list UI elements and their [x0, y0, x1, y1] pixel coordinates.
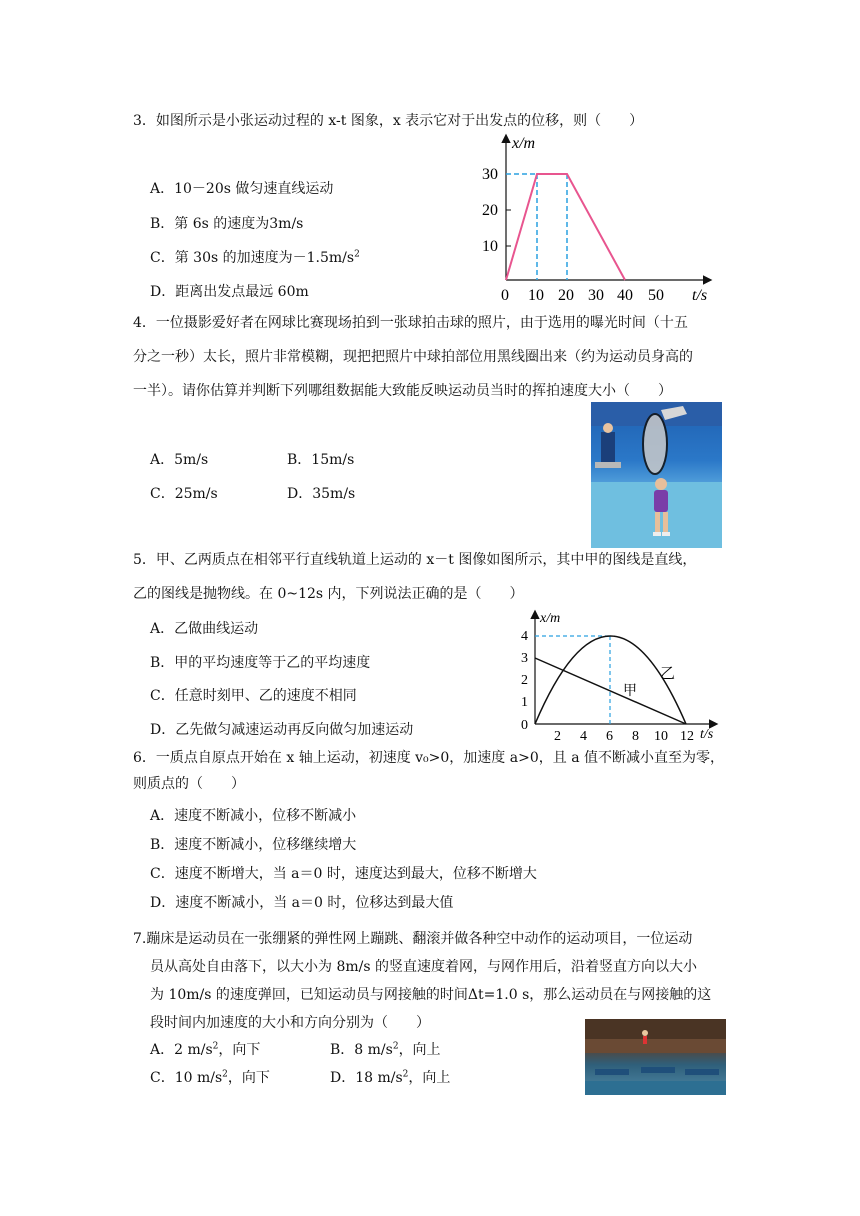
q7-option-c-direction: ，向下 [227, 1070, 270, 1086]
q3-option-b: B．第 6s 的速度为3m/s [150, 216, 304, 232]
q5-option-c: C．任意时刻甲、乙的速度不相同 [150, 688, 357, 704]
q6-option-c: C．速度不断增大，当 a＝0 时，速度达到最大，位移不断增大 [150, 866, 537, 882]
g1-xlabel: t/s [692, 287, 708, 304]
q7-stem-line-2: 员从高处自由落下，以大小为 8m/s 的竖直速度着网，与网作用后，沿着竖直方向以大小 [150, 959, 697, 975]
q7-option-c-exponent: 2 [222, 1069, 228, 1080]
q7-option-b [330, 1039, 441, 1061]
g2-xtick-10: 10 [654, 729, 668, 744]
q5-stem-line-2: 乙的图线是抛物线。在 0~12s 内，下列说法正确的是（ ） [133, 586, 524, 602]
q4-stem-line-1: 4．一位摄影爱好者在网球比赛现场拍到一张球拍击球的照片，由于选用的曝光时间（十五 [133, 315, 688, 331]
q7-option-d-text: D．18 m/s [330, 1070, 403, 1086]
q7-option-b-direction: ，向上 [398, 1042, 441, 1058]
g1-xtick-10: 10 [528, 287, 544, 304]
q3-option-c [150, 247, 360, 269]
g1-ylabel: x/m [512, 135, 536, 152]
q7-option-d-direction: ，向上 [408, 1070, 451, 1086]
q4-stem-line-2: 分之一秒）太长，照片非常模糊，现把把照片中球拍部位用黑线圈出来（约为运动员身高的 [133, 349, 693, 365]
tennis-photo [591, 402, 722, 548]
q5-stem-line-1: 5．甲、乙两质点在相邻平行直线轨道上运动的 x－t 图像如图所示，其中甲的图线是直线， [133, 552, 697, 568]
q4-option-b: B．15m/s [287, 452, 355, 468]
g1-xtick-0: 0 [501, 287, 509, 304]
q6-stem-line-2: 则质点的（ ） [133, 776, 245, 792]
q7-option-b-text: B．8 m/s [330, 1042, 393, 1058]
q6-option-b: B．速度不断减小，位移继续增大 [150, 837, 357, 853]
q3-option-c-text: C．第 30s 的加速度为－1.5m/s [150, 250, 355, 266]
g2-xtick-2: 2 [554, 729, 561, 744]
g2-ytick-2: 2 [521, 673, 528, 688]
q7-option-a-exponent: 2 [212, 1041, 219, 1052]
g1-xtick-20: 20 [558, 287, 574, 304]
q6-option-a: A．速度不断减小，位移不断减小 [150, 808, 357, 824]
g2-ytick-0: 0 [521, 718, 528, 733]
q4-stem-line-3: 一半）。请你估算并判断下列哪组数据能大致能反映运动员当时的挥拍速度大小（ ） [133, 383, 672, 399]
q7-option-d-exponent: 2 [402, 1069, 409, 1080]
q4-option-d: D．35m/s [287, 486, 356, 502]
q7-option-a [150, 1039, 260, 1061]
g2-label-jia: 甲 [623, 684, 637, 699]
g1-xtick-50: 50 [648, 287, 664, 304]
q7-option-c [150, 1067, 270, 1089]
g1-ytick-30: 30 [482, 166, 498, 183]
g2-ytick-3: 3 [521, 651, 528, 666]
q7-option-d [330, 1067, 450, 1089]
q6-stem-line-1: 6．一质点自原点开始在 x 轴上运动，初速度 v₀>0，加速度 a>0，且 a 值不断减小直至为零， [133, 750, 724, 766]
q3-stem: 3．如图所示是小张运动过程的 x-t 图象，x 表示它对于出发点的位移，则（ ） [133, 113, 644, 129]
g2-xlabel: t/s [700, 727, 714, 742]
g1-series-line [506, 174, 625, 280]
g2-ytick-4: 4 [521, 629, 528, 644]
q7-option-b-exponent: 2 [392, 1041, 399, 1052]
q3-option-d: D．距离出发点最远 60m [150, 284, 309, 300]
trampoline-photo [585, 1019, 726, 1095]
q7-option-a-text: A．2 m/s [150, 1042, 213, 1058]
g2-ylabel: x/m [540, 611, 561, 626]
xt-graph-2 [510, 606, 730, 744]
q4-option-a: A．5m/s [150, 452, 209, 468]
xt-graph-1 [470, 130, 720, 306]
g1-ytick-10: 10 [482, 238, 498, 255]
q7-option-c-text: C．10 m/s [150, 1070, 223, 1086]
g1-ytick-20: 20 [482, 202, 498, 219]
g2-xtick-8: 8 [632, 729, 639, 744]
q3-option-a: A．10－20s 做匀速直线运动 [150, 181, 334, 197]
q5-option-d: D．乙先做匀减速运动再反向做匀加速运动 [150, 722, 414, 738]
q7-option-a-direction: ，向下 [218, 1042, 261, 1058]
q7-stem-line-1: 7.蹦床是运动员在一张绷紧的弹性网上蹦跳、翻滚并做各种空中动作的运动项目，一位运动 [133, 931, 693, 947]
g2-label-yi: 乙 [660, 666, 676, 682]
q5-option-b: B．甲的平均速度等于乙的平均速度 [150, 655, 371, 671]
g1-xtick-40: 40 [617, 287, 633, 304]
q4-option-c: C．25m/s [150, 486, 218, 502]
q5-option-a: A．乙做曲线运动 [150, 621, 259, 637]
g2-xtick-4: 4 [580, 729, 587, 744]
g1-xtick-30: 30 [588, 287, 604, 304]
q6-option-d: D．速度不断减小，当 a＝0 时，位移达到最大值 [150, 895, 454, 911]
g2-xtick-6: 6 [606, 729, 613, 744]
q3-option-c-exponent: 2 [354, 249, 360, 260]
q7-stem-line-4: 段时间内加速度的大小和方向分别为（ ） [150, 1015, 430, 1031]
g2-xtick-12: 12 [680, 729, 694, 744]
q7-stem-line-3: 为 10m/s 的速度弹回，已知运动员与网接触的时间Δt=1.0 s，那么运动员在与网接触的这 [150, 987, 712, 1003]
g2-ytick-1: 1 [521, 695, 528, 710]
